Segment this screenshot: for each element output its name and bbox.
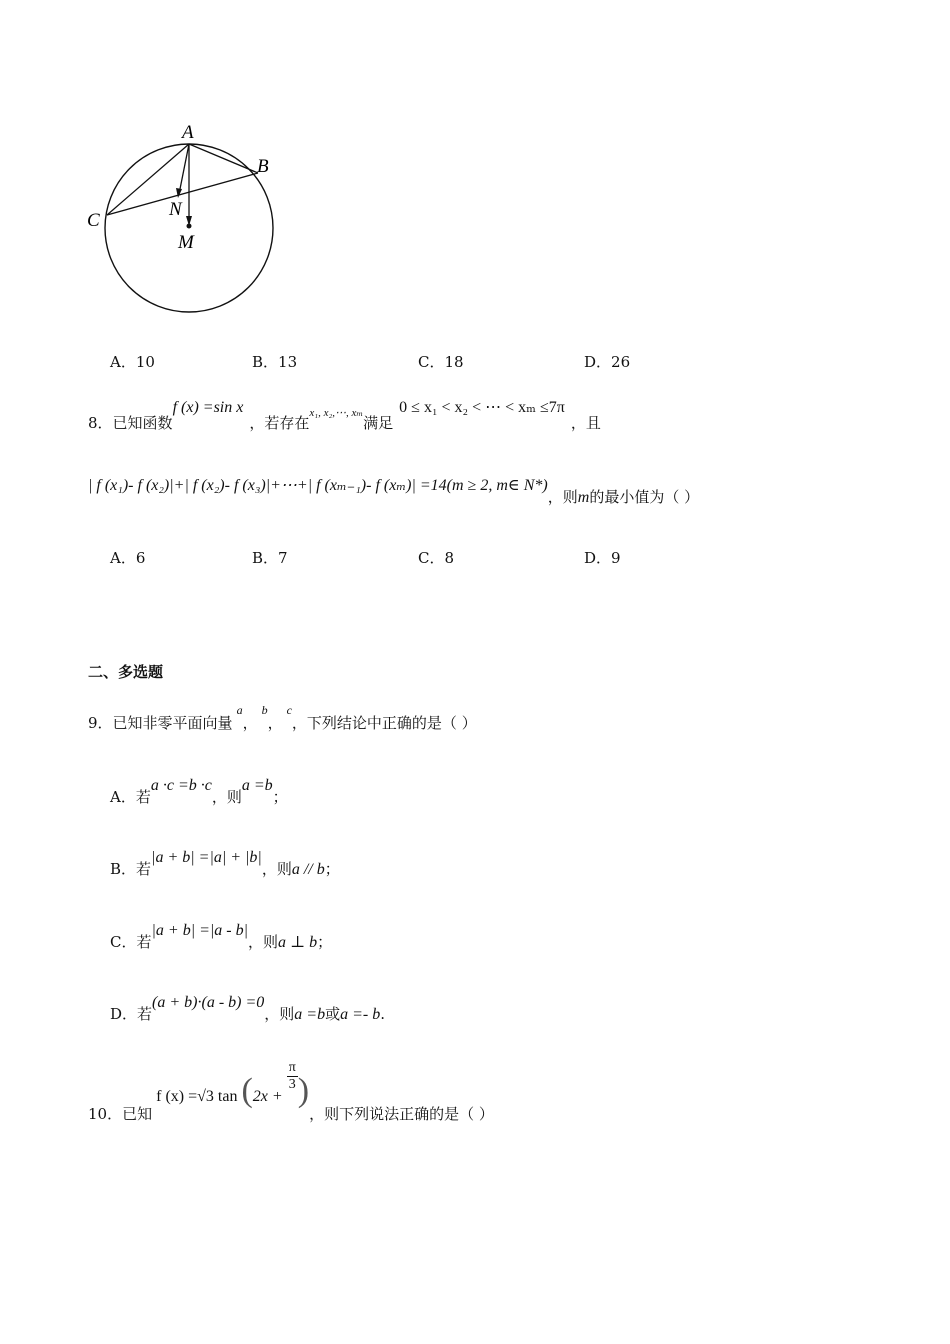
q7-option-d — [584, 351, 630, 372]
label-A: A — [182, 122, 194, 143]
q9-option-b — [110, 846, 340, 878]
option-text: ，则 — [248, 933, 279, 951]
option-text: 或 — [325, 1005, 341, 1023]
option-letter: A． — [110, 353, 136, 371]
question-number: 8． — [88, 414, 113, 432]
geometry-figure — [80, 118, 300, 328]
question-number: 9． — [88, 714, 113, 732]
math-variable: m — [577, 489, 590, 506]
label-C: C — [87, 210, 100, 231]
option-text: 若 — [136, 860, 152, 878]
math-result: a =b — [241, 777, 273, 794]
option-text: ； — [317, 933, 333, 951]
stem-text: 已知 — [122, 1105, 153, 1123]
option-text: 若 — [137, 1005, 153, 1023]
q9-stem — [88, 698, 477, 732]
vector-c: c — [286, 703, 292, 717]
stem-text: 已知函数 — [112, 414, 173, 432]
separator: ， — [242, 714, 258, 732]
math-condition: 0 ≤ x₁ < x₂ < ⋯ < xₘ ≤7π — [399, 399, 565, 416]
math-expression: a ·c =b ·c — [150, 777, 212, 794]
option-value: 6 — [135, 549, 146, 567]
option-letter: B． — [252, 549, 279, 567]
stem-text: ，则 — [547, 488, 578, 506]
math-result: a ⊥ b — [278, 934, 318, 951]
arrow-head-N — [176, 188, 182, 198]
option-letter: C． — [110, 933, 137, 951]
q8-option-c — [418, 547, 454, 568]
math-function: f (x) =sin x — [172, 399, 244, 416]
option-value: 7 — [278, 549, 288, 567]
q8-option-d — [584, 547, 621, 568]
q10-stem — [88, 1060, 494, 1123]
fraction-denominator: 3 — [288, 1077, 296, 1092]
option-value: 18 — [444, 353, 464, 371]
paren-open: ( — [241, 1072, 253, 1109]
option-letter: C． — [418, 353, 445, 371]
label-N: N — [169, 199, 182, 220]
stem-text: 的最小值为（ ） — [589, 488, 700, 506]
stem-text: ，且 — [570, 414, 601, 432]
chord-AB — [189, 144, 258, 173]
q9-option-c — [110, 919, 333, 951]
option-letter: D． — [110, 1005, 138, 1023]
math-expression: |a + b| =|a| + |b| — [151, 849, 262, 866]
paren-close: ) — [297, 1072, 310, 1109]
math-function: f (x) =√3 tan — [156, 1088, 238, 1105]
math-argument: 2x + — [252, 1088, 283, 1105]
option-text: ； — [272, 788, 288, 806]
separator: ， — [267, 714, 283, 732]
label-B: B — [257, 156, 269, 177]
question-number: 10． — [88, 1105, 123, 1123]
label-M: M — [178, 232, 194, 253]
math-expression: |a + b| =|a - b| — [151, 922, 249, 939]
option-letter: D． — [584, 353, 612, 371]
fraction — [287, 1060, 298, 1093]
option-value: 10 — [135, 353, 155, 371]
q9-option-d — [110, 991, 386, 1023]
option-letter: A． — [110, 549, 136, 567]
math-result: a // b — [291, 861, 325, 878]
option-letter: B． — [110, 860, 137, 878]
vector-b: b — [261, 703, 268, 717]
option-text: ，则 — [211, 788, 242, 806]
option-letter: D． — [584, 549, 612, 567]
math-expression: (a + b)·(a - b) =0 — [152, 994, 265, 1011]
fraction-numerator: π — [288, 1060, 296, 1075]
stem-text: 满足 — [363, 414, 394, 432]
option-text: . — [380, 1005, 386, 1023]
section-heading: 二、多选题 — [88, 663, 164, 681]
option-letter: A． — [110, 788, 136, 806]
q7-option-b — [252, 351, 297, 372]
q7-option-c — [418, 351, 464, 372]
option-text: ，则 — [264, 1005, 295, 1023]
q8-option-a — [110, 547, 145, 568]
option-text: ，则 — [261, 860, 292, 878]
q8-option-b — [252, 547, 288, 568]
option-letter: B． — [252, 353, 279, 371]
option-value: 9 — [611, 549, 621, 567]
option-value: 26 — [611, 353, 631, 371]
option-value: 13 — [278, 353, 298, 371]
stem-text: ，若存在 — [249, 414, 310, 432]
vector-a: a — [236, 703, 243, 717]
option-text: 若 — [135, 788, 151, 806]
stem-text: 已知非零平面向量 — [112, 714, 233, 732]
q9-option-a — [110, 774, 288, 806]
option-text: ； — [324, 860, 340, 878]
option-text: 若 — [136, 933, 152, 951]
q8-stem-line1 — [88, 396, 601, 432]
stem-text: ，下列结论中正确的是（ ） — [291, 714, 477, 732]
math-result: a =b — [294, 1006, 326, 1023]
math-sum-equation: | f (x₁)- f (x₂)|+| f (x₂)- f (x₃)|+⋯+| f (xₘ₋₁)- f (xₘ)| =14(m ≥ 2, m∈ N*) — [88, 477, 548, 494]
option-letter: C． — [418, 549, 445, 567]
math-result-alt: a =- b — [340, 1006, 381, 1023]
option-value: 8 — [444, 549, 455, 567]
stem-text: ，则下列说法正确的是（ ） — [309, 1105, 494, 1123]
math-sequence: x₁, x₂,⋯, xₘ — [309, 407, 364, 419]
q8-stem-line2 — [88, 474, 700, 506]
q7-option-a — [110, 351, 155, 372]
center-point-M — [187, 224, 192, 229]
